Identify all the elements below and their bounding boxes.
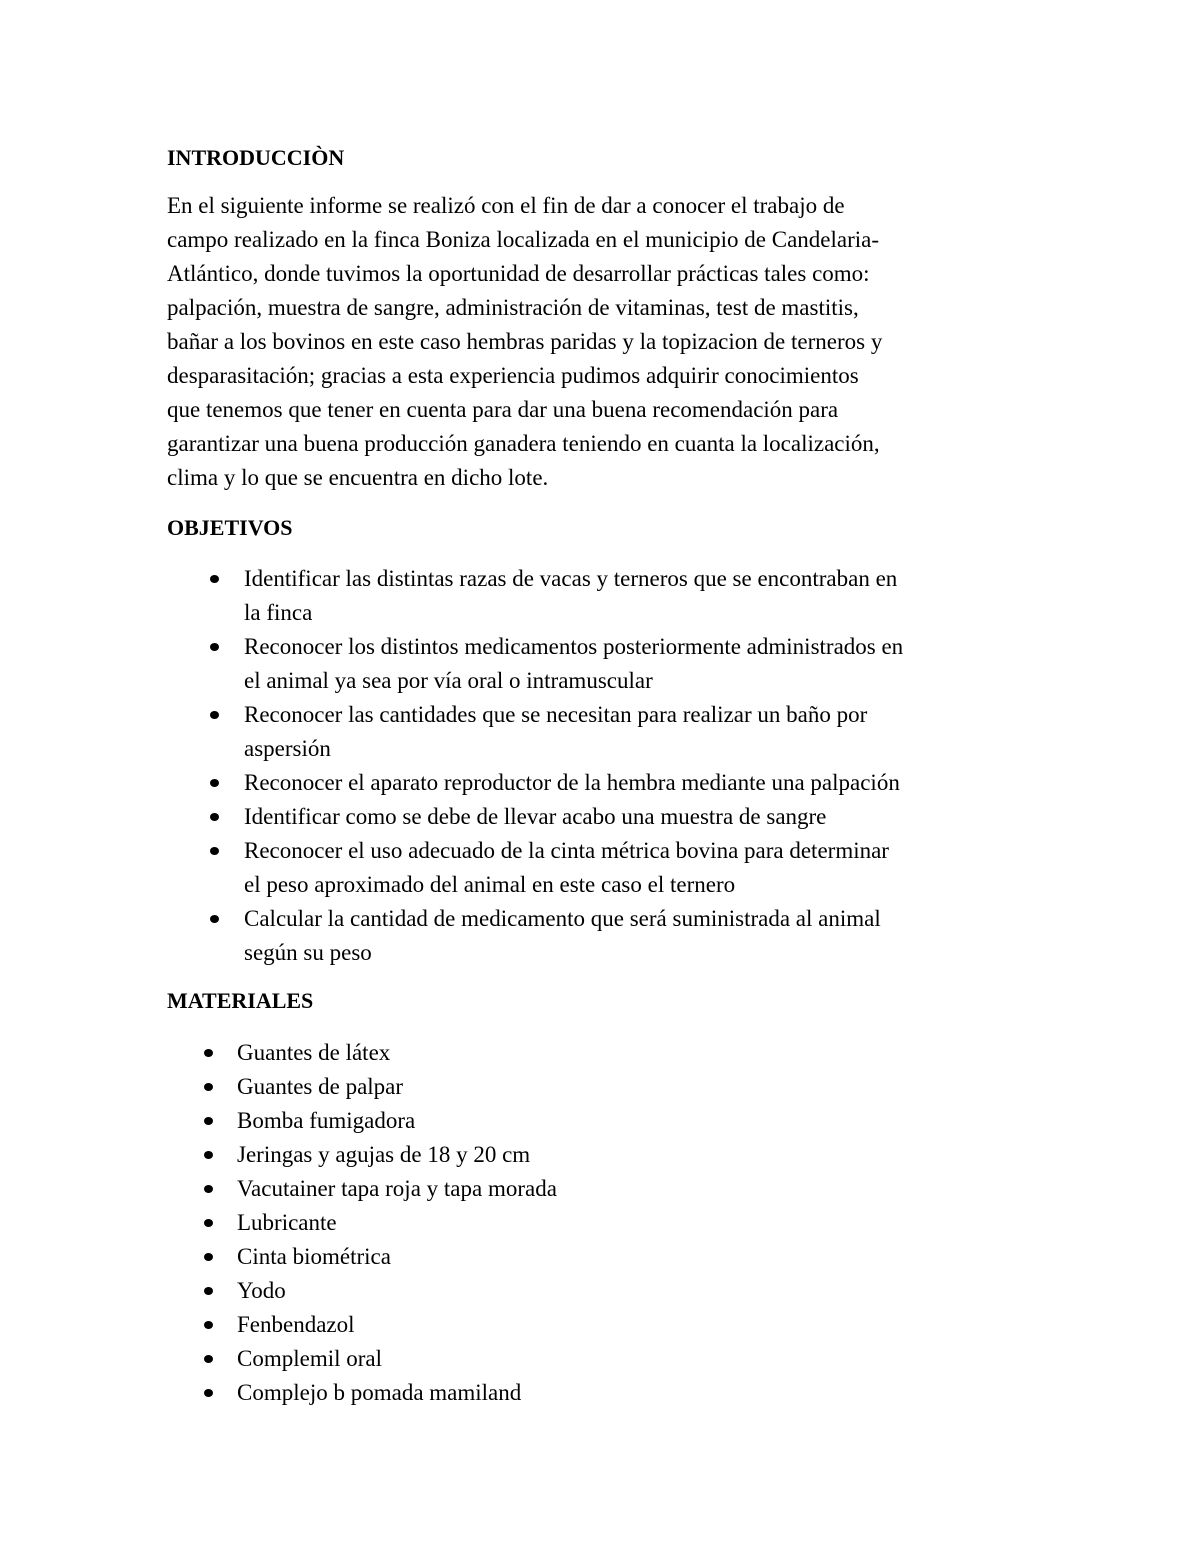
list-item bbox=[204, 630, 1064, 698]
heading-materiales: MATERIALES bbox=[167, 988, 314, 1013]
list-item bbox=[198, 1376, 798, 1410]
paragraph-line: desparasitación; gracias a esta experiencia pudimos adquirir conocimientos bbox=[167, 363, 859, 388]
list-item bbox=[198, 1308, 798, 1342]
list-item bbox=[198, 1206, 798, 1240]
list-item bbox=[204, 698, 1064, 766]
list-item bbox=[204, 800, 1064, 834]
list-item bbox=[198, 1138, 798, 1172]
paragraph-line: campo realizado en la finca Boniza localizada en el municipio de Candelaria- bbox=[167, 227, 880, 252]
list-item-line: Jeringas y agujas de 18 y 20 cm bbox=[237, 1142, 531, 1167]
list-item-line: según su peso bbox=[244, 940, 372, 965]
list-item-line: Guantes de látex bbox=[237, 1040, 391, 1065]
materials-list bbox=[198, 1036, 798, 1410]
heading-objetivos: OBJETIVOS bbox=[167, 515, 293, 540]
list-item-line: Reconocer los distintos medicamentos posteriormente administrados en bbox=[244, 634, 904, 659]
list-item-line: Guantes de palpar bbox=[237, 1074, 404, 1099]
list-item-line: Cinta biométrica bbox=[237, 1244, 391, 1269]
bullet-icon bbox=[210, 915, 219, 923]
introduccion-paragraph bbox=[167, 189, 1047, 495]
bullet-icon bbox=[204, 1389, 213, 1397]
list-item-line: Identificar como se debe de llevar acabo una muestra de sangre bbox=[244, 804, 827, 829]
paragraph-line: garantizar una buena producción ganadera teniendo en cuanta la localización, bbox=[167, 431, 880, 456]
bullet-icon bbox=[204, 1117, 213, 1125]
paragraph-line: clima y lo que se encuentra en dicho lote. bbox=[167, 465, 549, 490]
list-item bbox=[204, 562, 1064, 630]
list-item bbox=[204, 834, 1064, 902]
bullet-icon bbox=[210, 813, 219, 821]
bullet-icon bbox=[210, 779, 219, 787]
list-item-line: Calcular la cantidad de medicamento que será suministrada al animal bbox=[244, 906, 881, 931]
heading-introduccion: INTRODUCCIÒN bbox=[167, 145, 345, 170]
paragraph-line: que tenemos que tener en cuenta para dar una buena recomendación para bbox=[167, 397, 839, 422]
bullet-icon bbox=[204, 1287, 213, 1295]
bullet-icon bbox=[204, 1355, 213, 1363]
bullet-icon bbox=[204, 1321, 213, 1329]
list-item bbox=[204, 902, 1064, 970]
list-item-line: Reconocer las cantidades que se necesitan para realizar un baño por bbox=[244, 702, 868, 727]
list-item-line: Fenbendazol bbox=[237, 1312, 355, 1337]
list-item-line: el peso aproximado del animal en este caso el ternero bbox=[244, 872, 736, 897]
list-item bbox=[198, 1070, 798, 1104]
paragraph-line: Atlántico, donde tuvimos la oportunidad de desarrollar prácticas tales como: bbox=[167, 261, 870, 286]
list-item-line: Complejo b pomada mamiland bbox=[237, 1380, 522, 1405]
list-item bbox=[204, 766, 1064, 800]
list-item bbox=[198, 1172, 798, 1206]
list-item-line: Vacutainer tapa roja y tapa morada bbox=[237, 1176, 557, 1201]
bullet-icon bbox=[204, 1253, 213, 1261]
list-item bbox=[198, 1274, 798, 1308]
list-item-line: el animal ya sea por vía oral o intramuscular bbox=[244, 668, 653, 693]
bullet-icon bbox=[204, 1083, 213, 1091]
paragraph-line: palpación, muestra de sangre, administración de vitaminas, test de mastitis, bbox=[167, 295, 859, 320]
bullet-icon bbox=[204, 1151, 213, 1159]
list-item-line: Reconocer el aparato reproductor de la hembra mediante una palpación bbox=[244, 770, 900, 795]
bullet-icon bbox=[210, 575, 219, 583]
objectives-list bbox=[204, 562, 1064, 970]
list-item bbox=[198, 1036, 798, 1070]
bullet-icon bbox=[204, 1185, 213, 1193]
paragraph-line: bañar a los bovinos en este caso hembras paridas y la topizacion de terneros y bbox=[167, 329, 883, 354]
list-item bbox=[198, 1240, 798, 1274]
list-item-line: Lubricante bbox=[237, 1210, 337, 1235]
list-item-line: Yodo bbox=[237, 1278, 286, 1303]
list-item-line: Bomba fumigadora bbox=[237, 1108, 416, 1133]
list-item-line: Complemil oral bbox=[237, 1346, 383, 1371]
paragraph-line: En el siguiente informe se realizó con el fin de dar a conocer el trabajo de bbox=[167, 193, 845, 218]
bullet-icon bbox=[204, 1049, 213, 1057]
bullet-icon bbox=[210, 643, 219, 651]
list-item-line: aspersión bbox=[244, 736, 331, 761]
list-item-line: Identificar las distintas razas de vacas y terneros que se encontraban en bbox=[244, 566, 898, 591]
list-item-line: Reconocer el uso adecuado de la cinta métrica bovina para determinar bbox=[244, 838, 889, 863]
list-item bbox=[198, 1342, 798, 1376]
bullet-icon bbox=[210, 847, 219, 855]
bullet-icon bbox=[210, 711, 219, 719]
list-item bbox=[198, 1104, 798, 1138]
list-item-line: la finca bbox=[244, 600, 313, 625]
bullet-icon bbox=[204, 1219, 213, 1227]
